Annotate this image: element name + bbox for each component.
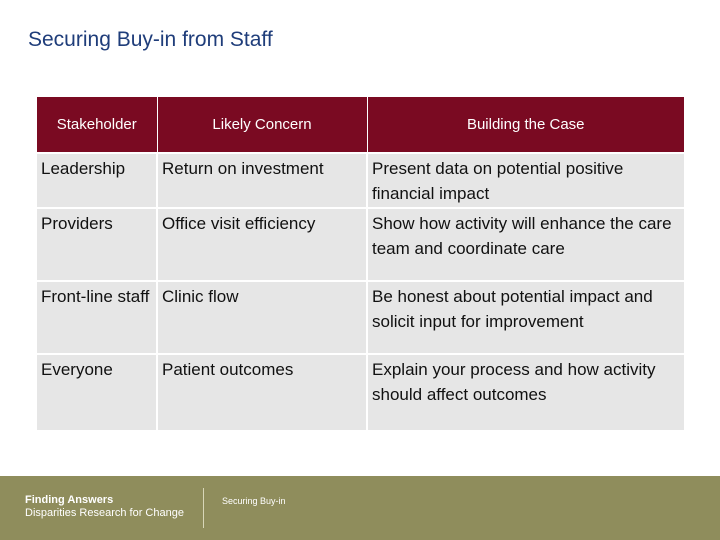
table-row [37, 153, 684, 208]
cell-stakeholder: Front-line staff [37, 281, 157, 354]
slide-title: Securing Buy-in from Staff [28, 28, 273, 51]
table-row [37, 281, 684, 354]
brand-tagline: Disparities Research for Change [25, 507, 184, 519]
cell-stakeholder: Leadership [37, 153, 157, 208]
cell-concern: Clinic flow [157, 281, 367, 354]
table-row [37, 354, 684, 431]
cell-concern: Return on investment [157, 153, 367, 208]
cell-case: Explain your process and how activity should affect outcomes [367, 354, 684, 431]
footer-bar [0, 476, 720, 540]
cell-case: Be honest about potential impact and solicit input for improvement [367, 281, 684, 354]
cell-stakeholder: Providers [37, 208, 157, 281]
header-likely-concern: Likely Concern [157, 97, 367, 153]
table-row [37, 208, 684, 281]
cell-case: Present data on potential positive financial impact [367, 153, 684, 208]
footer-divider [203, 488, 204, 528]
footer-section-label: Securing Buy-in [222, 496, 286, 506]
cell-case: Show how activity will enhance the care team and coordinate care [367, 208, 684, 281]
header-stakeholder: Stakeholder [37, 97, 157, 153]
cell-stakeholder: Everyone [37, 354, 157, 431]
cell-concern: Office visit efficiency [157, 208, 367, 281]
stakeholder-table [37, 97, 684, 432]
header-building-the-case: Building the Case [367, 97, 684, 153]
brand-name: Finding Answers [25, 494, 114, 506]
table-header-row [37, 97, 684, 153]
cell-concern: Patient outcomes [157, 354, 367, 431]
footer-logo [25, 494, 184, 520]
